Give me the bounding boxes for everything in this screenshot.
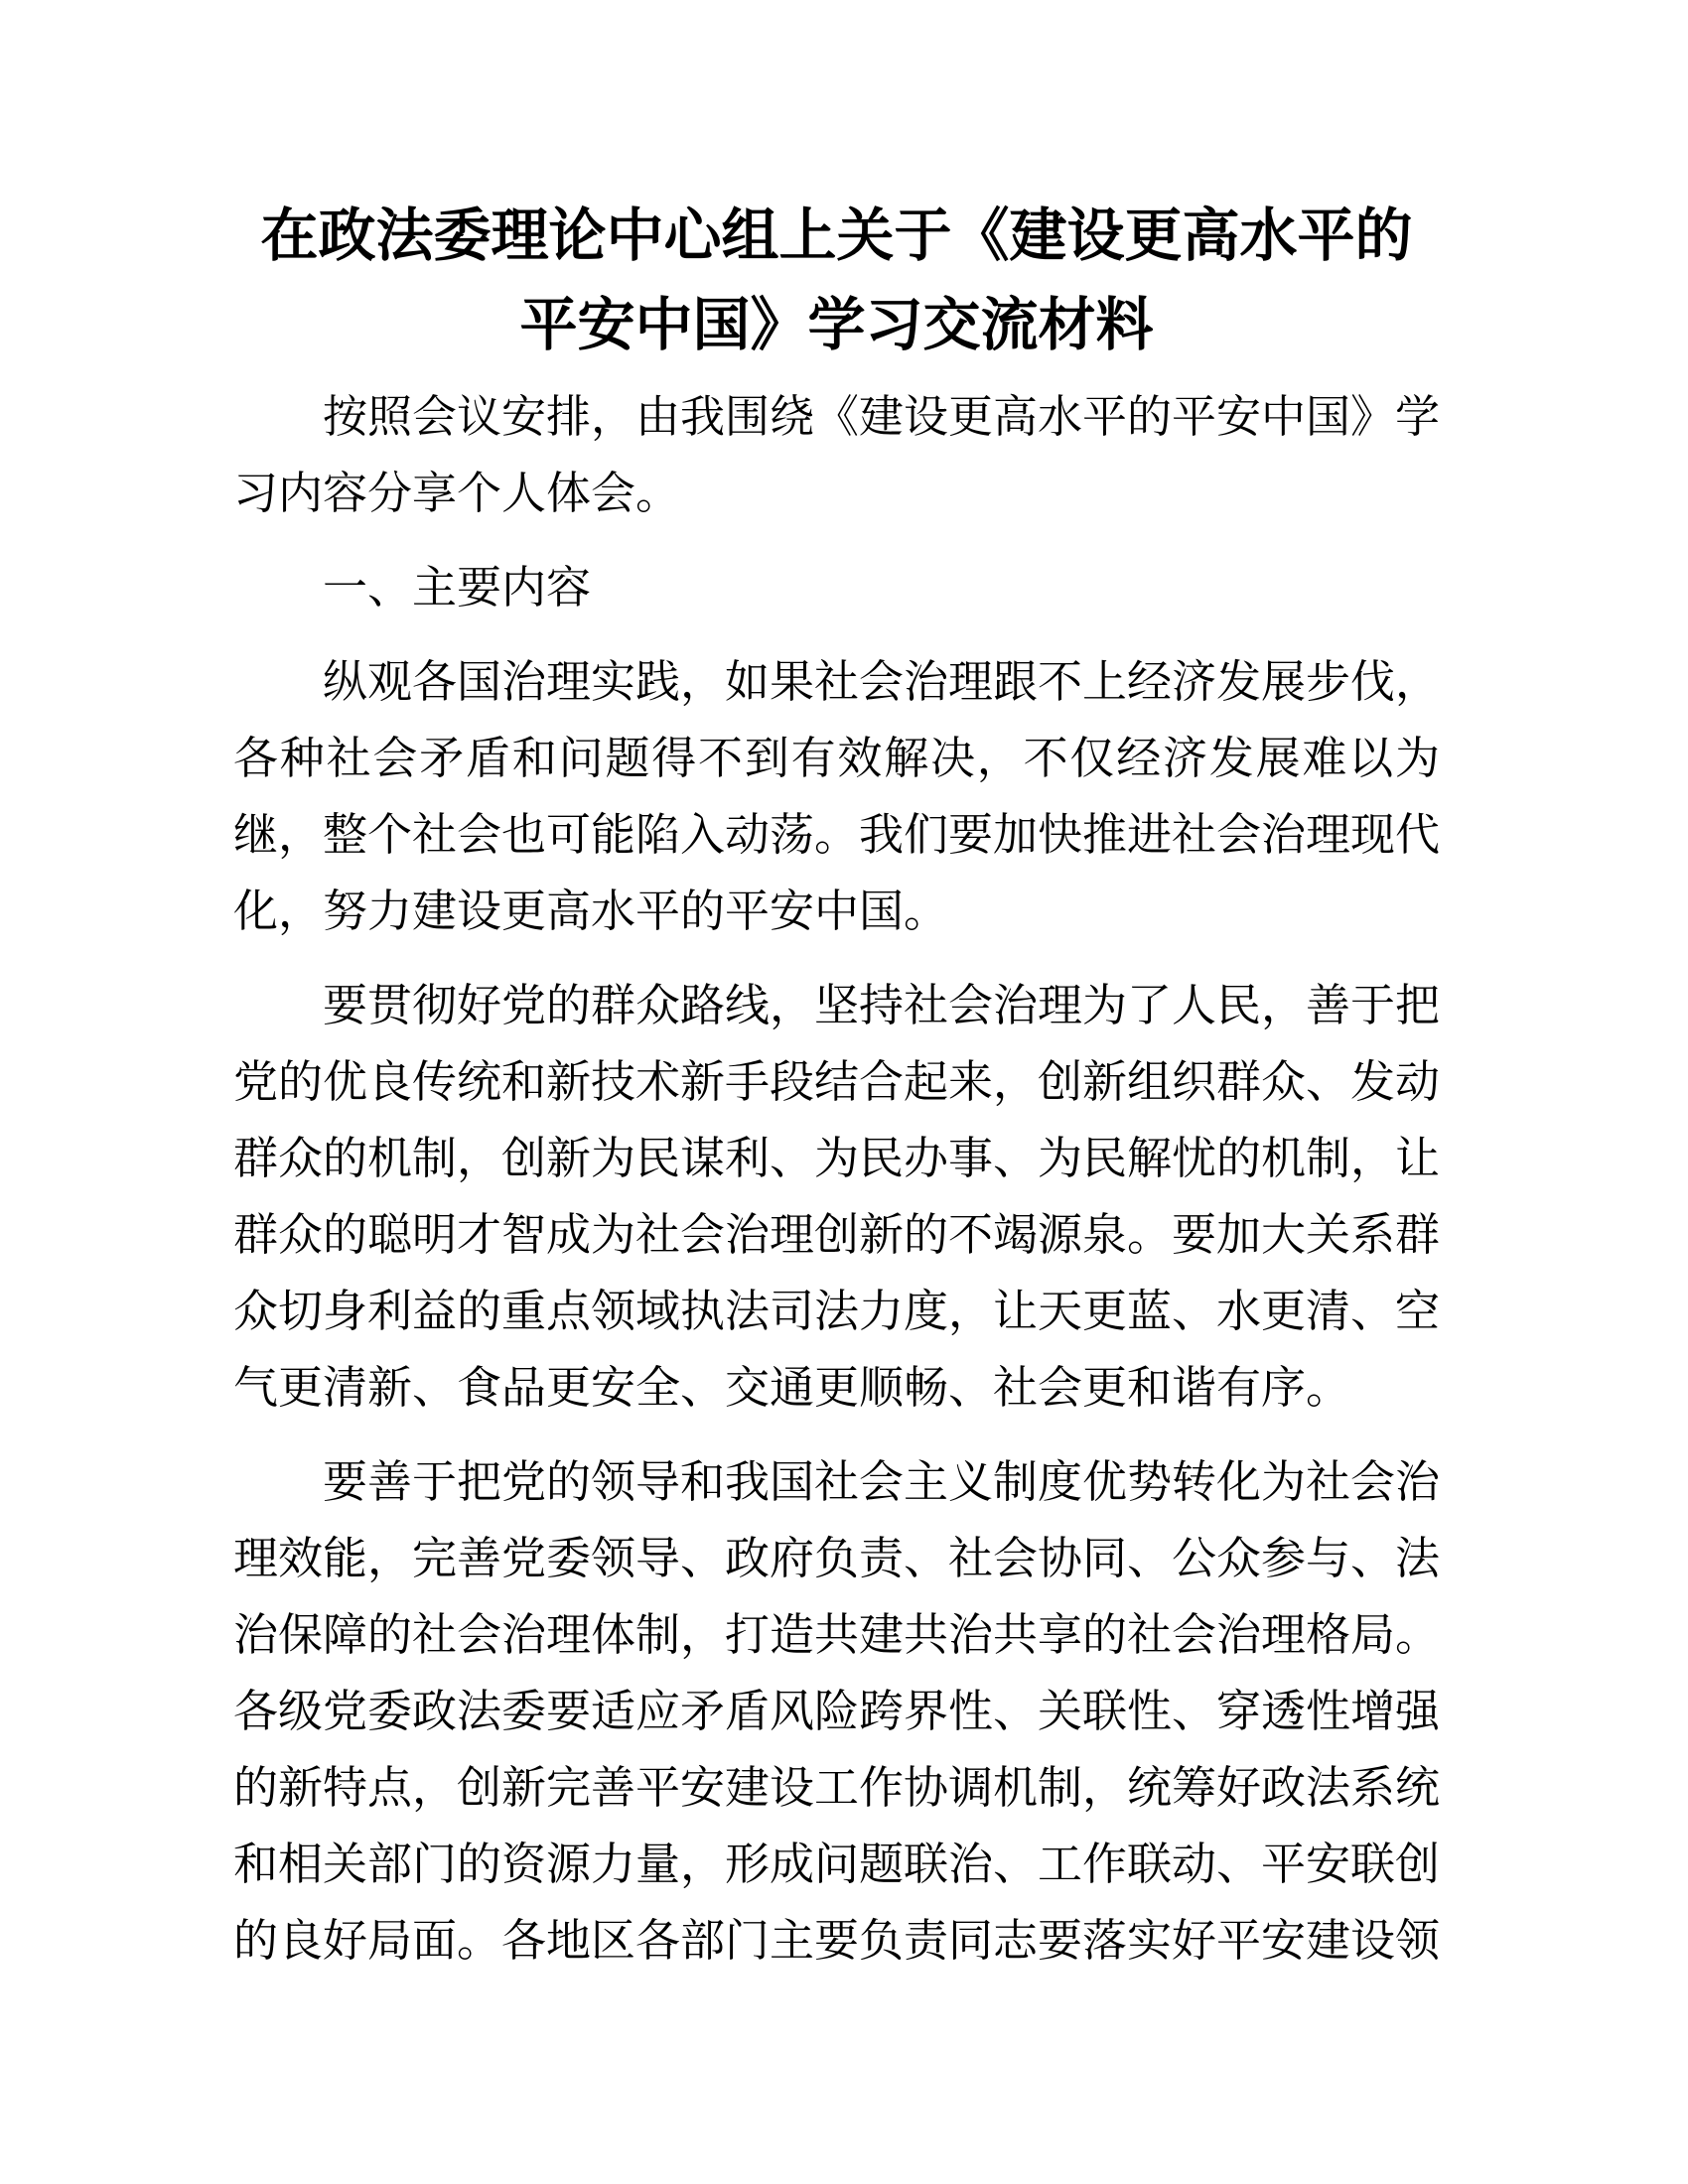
paragraph-governance-overview: 纵观各国治理实践，如果社会治理跟不上经济发展步伐，各种社会矛盾和问题得不到有效解决，不仅经济发展难以为继，整个社会也可能陷入动荡。我们要加快推进社会治理现代化，努力建设更高水平的平安中国。 bbox=[233, 656, 1441, 936]
section-heading-1: 一、主要内容 bbox=[323, 562, 592, 613]
document-title: 在政法委理论中心组上关于《建设更高水平的平安中国》学习交流材料 bbox=[260, 204, 1413, 357]
paragraph-party-leadership: 要善于把党的领导和我国社会主义制度优势转化为社会治理效能，完善党委领导、政府负责、社会协同、公众参与、法治保障的社会治理体制，打造共建共治共享的社会治理格局。各级党委政法委要适应矛盾风险跨界性、关联性、穿透性增强的新特点，创新完善平安建设工作协调机制，统筹好政法系统和相关部门的资源力量，形成问题联治、工作联动、平安联创的良好局面。各地区各部门主要负责同志要落实好平安建设领 bbox=[233, 1456, 1441, 1966]
paragraph-intro: 按照会议安排，由我围绕《建设更高水平的平安中国》学习内容分享个人体会。 bbox=[233, 391, 1441, 518]
paragraph-mass-line: 要贯彻好党的群众路线，坚持社会治理为了人民，善于把党的优良传统和新技术新手段结合起来，创新组织群众、发动群众的机制，创新为民谋利、为民办事、为民解忧的机制，让群众的聪明才智成为社会治理创新的不竭源泉。要加大关系群众切身利益的重点领域执法司法力度，让天更蓝、水更清、空气更清新、食品更安全、交通更顺畅、社会更和谐有序。 bbox=[233, 980, 1441, 1413]
